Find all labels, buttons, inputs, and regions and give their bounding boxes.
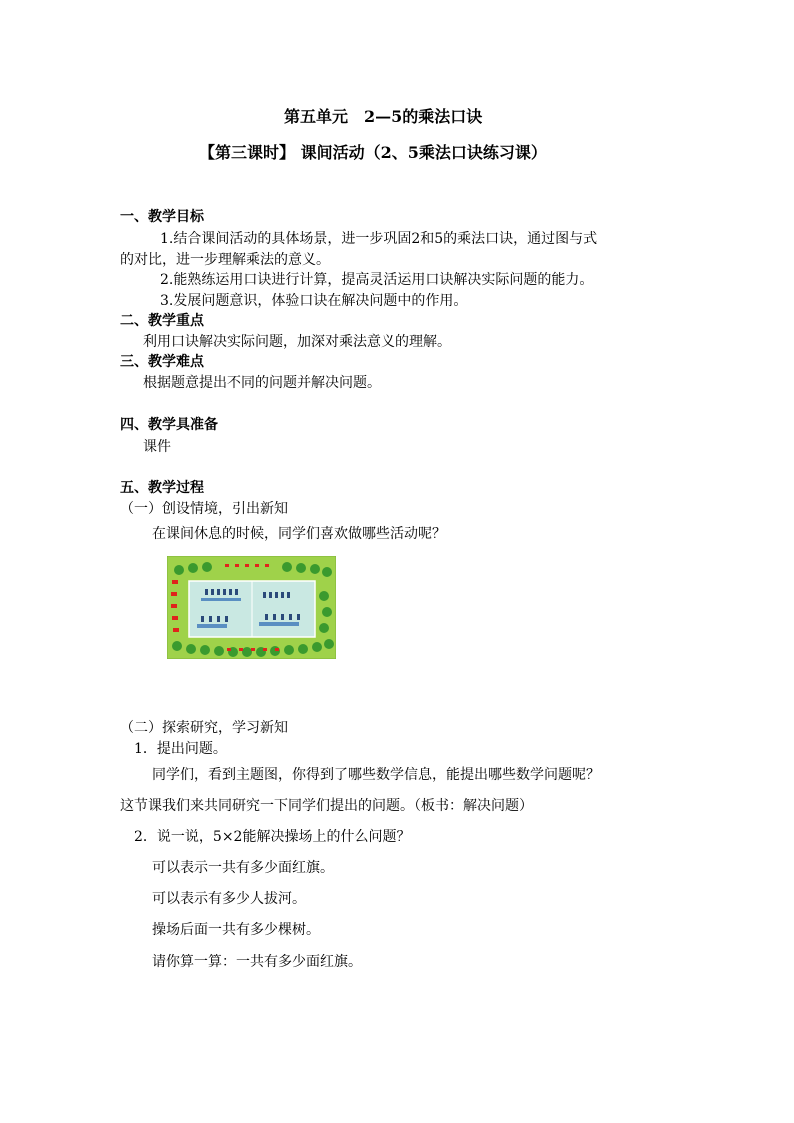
section-heading-goals: 一、教学目标	[120, 209, 204, 225]
answer-item-1: 可以表示一共有多少面红旗。	[152, 860, 334, 876]
process-part1-text: 在课间休息的时候，同学们喜欢做哪些活动呢？	[152, 526, 446, 542]
process-step1-text-a: 同学们，看到主题图，你得到了哪些数学信息，能提出哪些数学问题呢？	[152, 767, 600, 783]
process-part2-heading: （二）探索研究，学习新知	[120, 720, 288, 736]
goal-item-1: 1.结合课间活动的具体场景，进一步巩固2和5的乘法口诀，通过图与式	[160, 231, 598, 247]
process-step2: 2．说一说，5×2能解决操场上的什么问题？	[134, 829, 411, 845]
answer-item-3: 操场后面一共有多少棵树。	[152, 922, 320, 938]
goal-item-3: 3.发展问题意识，体验口诀在解决问题中的作用。	[160, 293, 468, 309]
process-step1-text-b: 这节课我们来共同研究一下同学们提出的问题。（板书：解决问题）	[120, 798, 533, 814]
key-points-text: 利用口诀解决实际问题，加深对乘法意义的理解。	[143, 334, 451, 350]
page-subtitle: 【第三课时】 课间活动（2、5乘法口诀练习课）	[199, 143, 547, 162]
answer-item-4: 请你算一算：一共有多少面红旗。	[152, 954, 362, 970]
process-part1-heading: （一）创设情境，引出新知	[120, 501, 288, 517]
section-heading-materials: 四、教学具准备	[120, 417, 218, 433]
section-heading-key-points: 二、教学重点	[120, 313, 204, 329]
section-heading-process: 五、教学过程	[120, 480, 204, 496]
process-step1: 1．提出问题。	[134, 741, 227, 757]
section-heading-difficulties: 三、教学难点	[120, 354, 204, 370]
page-title: 第五单元 2—5的乘法口诀	[284, 107, 483, 126]
goal-item-2: 2.能熟练运用口诀进行计算，提高灵活运用口诀解决实际问题的能力。	[160, 272, 594, 288]
goal-item-1-cont: 的对比，进一步理解乘法的意义。	[120, 252, 330, 268]
answer-item-2: 可以表示有多少人拔河。	[152, 891, 306, 907]
materials-text: 课件	[143, 439, 171, 455]
difficulties-text: 根据题意提出不同的问题并解决问题。	[143, 375, 381, 391]
playground-illustration	[167, 556, 336, 659]
